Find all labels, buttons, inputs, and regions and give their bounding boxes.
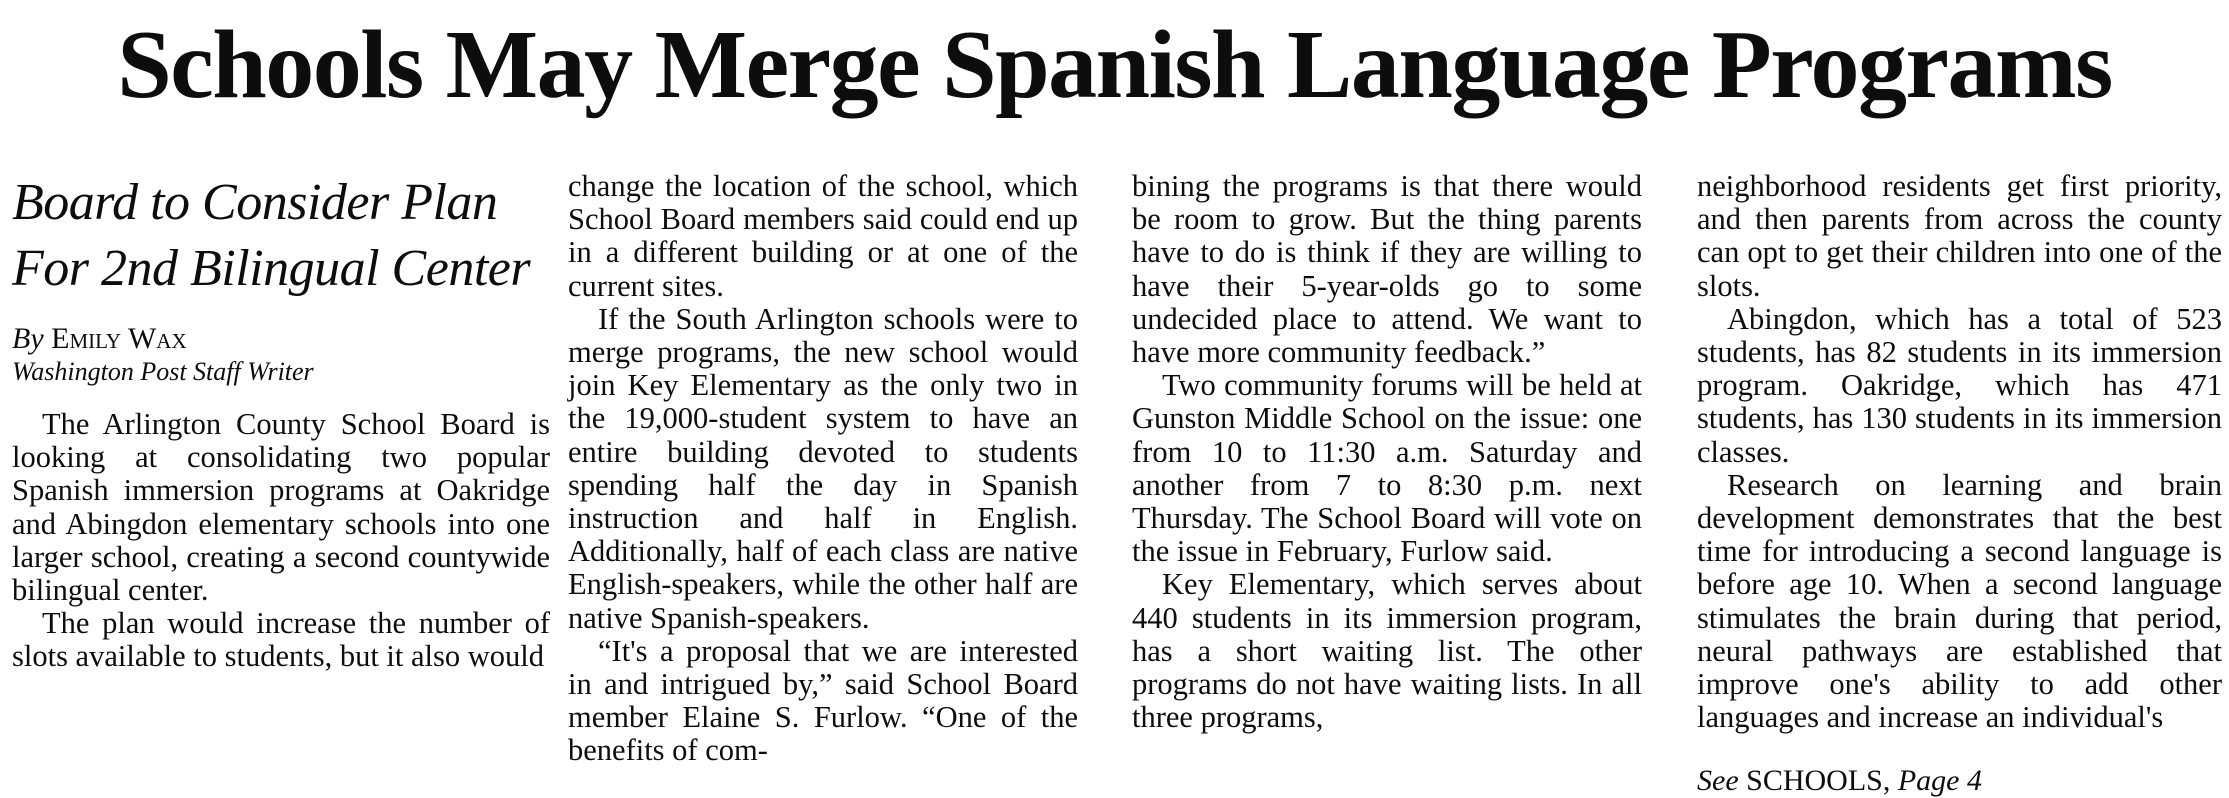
paragraph: neighborhood residents get first priority, and then parents from across the county can opt to get their children into one of the slots. (1697, 169, 2222, 303)
headline: Schools May Merge Spanish Language Programs (117, 11, 2112, 119)
jump-keyword: SCHOOLS, (1746, 764, 1891, 798)
paragraph: “It's a proposal that we are interested in and intrigued by,” said School Board member Elaine S. Furlow. “One of the benefits of com- (568, 633, 1078, 768)
byline-name: Emily Wax (51, 322, 187, 355)
jump-line (1697, 764, 2222, 797)
paragraph: Abingdon, which has a total of 523 students, has 82 students in its immersion program. Oakridge, which has 471 students, has 130 students in its immersion classes. (1697, 301, 2222, 469)
column-4 (1697, 170, 2222, 798)
deck-line-1: Board to Consider Plan (12, 174, 498, 231)
byline (12, 322, 550, 356)
paragraph: The Arlington County School Board is looking at consolidating two popular Spanish immersion programs at Oakridge and Abingdon elementary schools into one larger school, creating a second countywide bilingual center. (12, 407, 550, 608)
column-2 (568, 170, 1078, 768)
byline-by: By (12, 322, 44, 355)
column-1 (12, 170, 550, 674)
deck-line-2: For 2nd Bilingual Center (12, 240, 531, 297)
paragraph: The plan would increase the number of slots available to students, but it also would (12, 606, 550, 674)
byline-staff: Washington Post Staff Writer (12, 357, 314, 386)
deck (12, 170, 550, 302)
jump-see: See (1697, 764, 1739, 798)
paragraph: change the location of the school, which School Board members said could end up in a different building or at one of the current sites. (568, 169, 1078, 303)
paragraph: Key Elementary, which serves about 440 students in its immersion program, has a short waiting list. The other programs do not have waiting lists. In all three programs, (1132, 567, 1642, 735)
paragraph: If the South Arlington schools were to merge programs, the new school would join Key Elementary as the only two in the 19,000-student system to have an entire building devoted to students spending half the day in Spanish instruction and half in English. Additionally, half of each class are native English-speakers, while the other half are native Spanish-speakers. (568, 301, 1078, 635)
paragraph: Research on learning and brain development demonstrates that the best time for introducing a second language is before age 10. When a second language stimulates the brain during that period, neural pathways are established that improve one's ability to add other languages and increase an individual's (1697, 467, 2222, 735)
paragraph: bining the programs is that there would be room to grow. But the thing parents have to do is think if they are willing to have their 5-year-olds go to some undecided place to attend. We want to have more community feedback.” (1132, 169, 1642, 370)
paragraph: Two community forums will be held at Gunston Middle School on the issue: one from 10 to 11:30 a.m. Saturday and another from 7 to 8:30 p.m. next Thursday. The School Board will vote on the issue in February, Furlow said. (1132, 368, 1642, 569)
jump-page: Page 4 (1897, 764, 1982, 798)
column-3 (1132, 170, 1642, 734)
